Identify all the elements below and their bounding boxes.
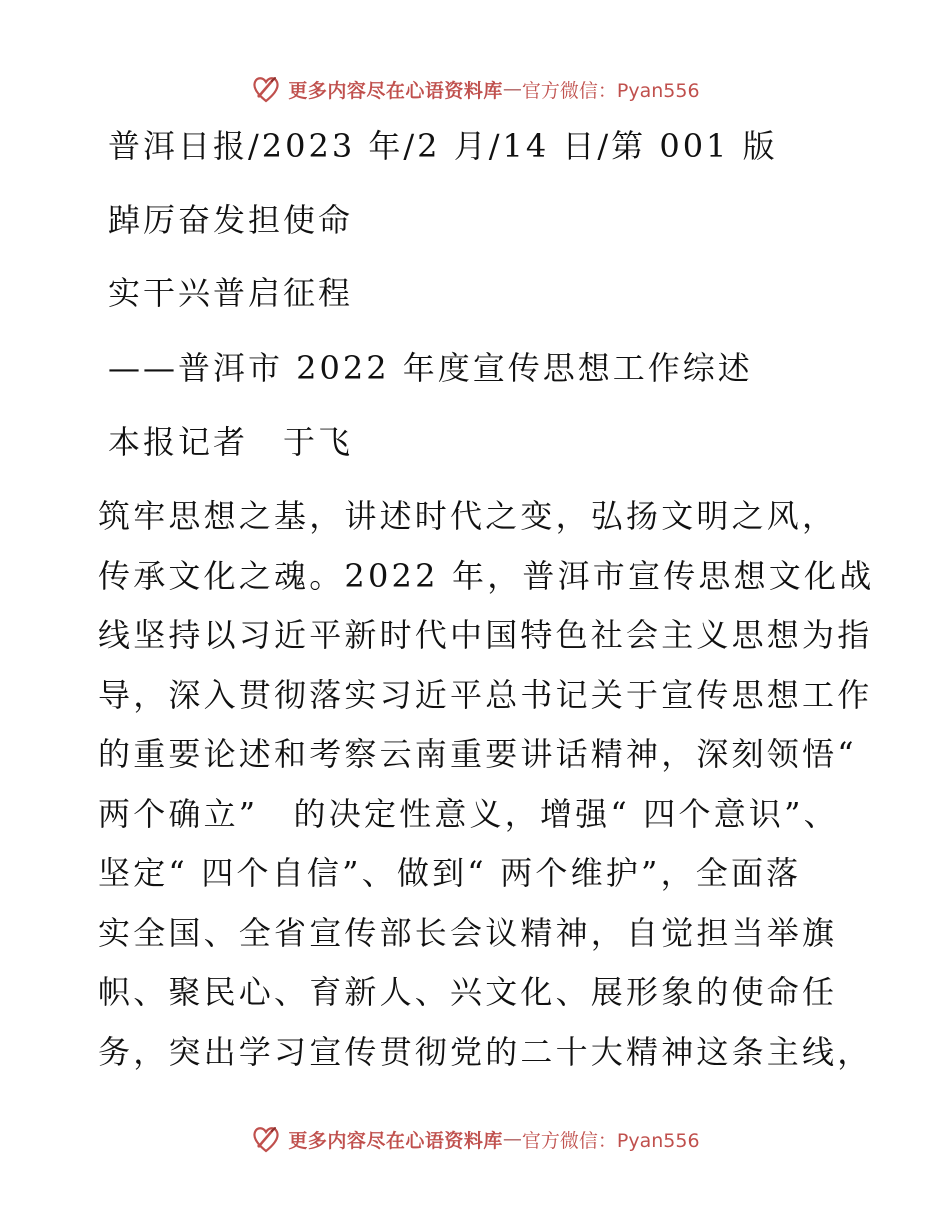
watermark-text: 更多内容尽在心语资料库	[288, 1129, 503, 1152]
article-subtitle: ——普洱市 2022 年度宣传思想工作综述	[108, 349, 753, 387]
watermark-text: 更多内容尽在心语资料库	[288, 79, 503, 102]
article-title-line2: 实干兴普启征程	[108, 274, 354, 312]
watermark-bottom	[0, 1122, 950, 1156]
watermark-separator: —	[502, 78, 522, 100]
body-line: 传承文化之魂。2022 年，普洱市宣传思想文化战	[98, 556, 875, 595]
article-title-line1: 踔厉奋发担使命	[108, 201, 354, 239]
watermark-top	[0, 72, 950, 106]
body-line: 筑牢思想之基，讲述时代之变，弘扬文明之风，	[98, 497, 838, 535]
heart-pen-logo-icon	[250, 73, 282, 105]
article-body	[98, 496, 875, 1091]
body-line: 线坚持以习近平新时代中国特色社会主义思想为指	[98, 616, 873, 654]
source-line: 普洱日报/2023 年/2 月/14 日/第 001 版	[108, 127, 778, 165]
watermark-contact: 官方微信：Pyan556	[521, 79, 700, 102]
body-line: 实全国、全省宣传部长会议精神，自觉担当举旗	[98, 913, 838, 952]
body-line: 坚定“ 四个自信”、做到“ 两个维护”，全面落	[98, 854, 802, 892]
body-line: 导，深入贯彻落实习近平总书记关于宣传思想工作	[98, 675, 873, 714]
watermark-contact: 官方微信：Pyan556	[521, 1129, 700, 1152]
body-line: 务，突出学习宣传贯彻党的二十大精神这条主线，	[98, 1032, 873, 1071]
heart-pen-logo-icon	[250, 1123, 282, 1155]
body-line: 帜、聚民心、育新人、兴文化、展形象的使命任	[98, 973, 838, 1011]
body-line: 的重要论述和考察云南重要讲话精神，深刻领悟“	[98, 735, 857, 773]
article-byline: 本报记者 于飞	[108, 423, 354, 461]
watermark-separator: —	[502, 1128, 522, 1150]
body-line: 两个确立” 的决定性意义，增强“ 四个意识”、	[98, 794, 839, 833]
